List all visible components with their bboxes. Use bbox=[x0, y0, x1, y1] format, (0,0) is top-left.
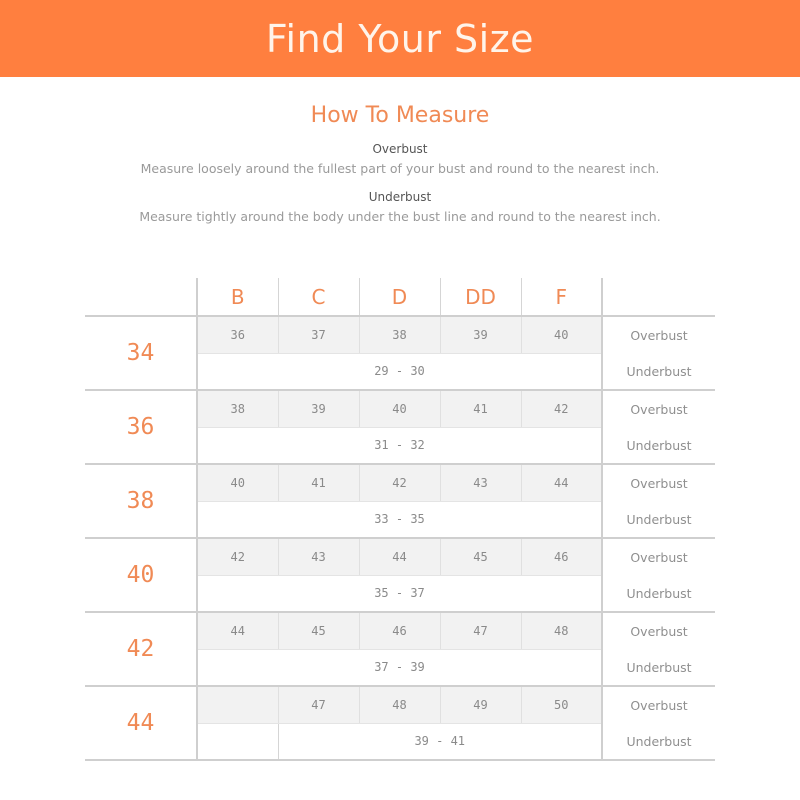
overbust-value: 44 bbox=[197, 612, 278, 649]
band-size: 36 bbox=[85, 390, 197, 464]
overbust-value: 43 bbox=[278, 538, 359, 575]
underbust-label: Underbust bbox=[602, 427, 715, 464]
overbust-value: 39 bbox=[440, 316, 521, 353]
cup-header: DD bbox=[440, 278, 521, 316]
overbust-value: 49 bbox=[440, 686, 521, 723]
overbust-label: Overbust bbox=[602, 390, 715, 427]
cup-header-row bbox=[85, 278, 715, 316]
overbust-value: 40 bbox=[359, 390, 440, 427]
overbust-label: Overbust bbox=[602, 686, 715, 723]
underbust-label: Underbust bbox=[602, 723, 715, 760]
overbust-value: 47 bbox=[440, 612, 521, 649]
how-to-measure-section bbox=[0, 103, 800, 224]
underbust-value: 39 - 41 bbox=[278, 723, 602, 760]
overbust-term: Overbust bbox=[372, 142, 428, 156]
overbust-label: Overbust bbox=[602, 612, 715, 649]
cup-header: C bbox=[278, 278, 359, 316]
overbust-value: 36 bbox=[197, 316, 278, 353]
overbust-value: 41 bbox=[440, 390, 521, 427]
overbust-value-empty bbox=[197, 686, 278, 723]
underbust-label: Underbust bbox=[602, 649, 715, 686]
overbust-value: 44 bbox=[359, 538, 440, 575]
overbust-row bbox=[85, 686, 715, 723]
overbust-value: 41 bbox=[278, 464, 359, 501]
overbust-label: Overbust bbox=[602, 538, 715, 575]
header-banner bbox=[0, 0, 800, 77]
underbust-value: 31 - 32 bbox=[197, 427, 602, 464]
overbust-value: 39 bbox=[278, 390, 359, 427]
overbust-row bbox=[85, 316, 715, 353]
underbust-value: 29 - 30 bbox=[197, 353, 602, 390]
underbust-value: 33 - 35 bbox=[197, 501, 602, 538]
cup-header: B bbox=[197, 278, 278, 316]
overbust-row bbox=[85, 538, 715, 575]
band-size: 42 bbox=[85, 612, 197, 686]
underbust-value-empty bbox=[197, 723, 278, 760]
underbust-label: Underbust bbox=[602, 353, 715, 390]
overbust-value: 43 bbox=[440, 464, 521, 501]
overbust-value: 46 bbox=[359, 612, 440, 649]
overbust-description: Measure loosely around the fullest part of your bust and round to the nearest inch. bbox=[140, 161, 660, 176]
underbust-label: Underbust bbox=[602, 575, 715, 612]
band-size: 44 bbox=[85, 686, 197, 760]
overbust-value: 50 bbox=[521, 686, 602, 723]
underbust-value: 37 - 39 bbox=[197, 649, 602, 686]
overbust-row bbox=[85, 612, 715, 649]
overbust-value: 40 bbox=[521, 316, 602, 353]
overbust-row bbox=[85, 464, 715, 501]
band-size: 38 bbox=[85, 464, 197, 538]
size-chart-table bbox=[85, 278, 715, 761]
overbust-value: 48 bbox=[359, 686, 440, 723]
overbust-value: 48 bbox=[521, 612, 602, 649]
overbust-value: 47 bbox=[278, 686, 359, 723]
corner-cell bbox=[85, 278, 197, 316]
underbust-term: Underbust bbox=[368, 190, 432, 204]
underbust-value: 35 - 37 bbox=[197, 575, 602, 612]
overbust-label: Overbust bbox=[602, 316, 715, 353]
overbust-value: 46 bbox=[521, 538, 602, 575]
cup-header: D bbox=[359, 278, 440, 316]
band-size: 34 bbox=[85, 316, 197, 390]
overbust-value: 42 bbox=[359, 464, 440, 501]
section-title: How To Measure bbox=[310, 103, 490, 128]
underbust-label: Underbust bbox=[602, 501, 715, 538]
overbust-value: 40 bbox=[197, 464, 278, 501]
overbust-value: 45 bbox=[278, 612, 359, 649]
overbust-value: 42 bbox=[521, 390, 602, 427]
overbust-label: Overbust bbox=[602, 464, 715, 501]
label-header bbox=[602, 278, 715, 316]
overbust-value: 45 bbox=[440, 538, 521, 575]
overbust-value: 44 bbox=[521, 464, 602, 501]
band-size: 40 bbox=[85, 538, 197, 612]
overbust-row bbox=[85, 390, 715, 427]
cup-header: F bbox=[521, 278, 602, 316]
overbust-value: 38 bbox=[197, 390, 278, 427]
overbust-value: 42 bbox=[197, 538, 278, 575]
page-title: Find Your Size bbox=[265, 16, 535, 61]
overbust-value: 38 bbox=[359, 316, 440, 353]
underbust-description: Measure tightly around the body under the bust line and round to the nearest inch. bbox=[139, 209, 661, 224]
overbust-value: 37 bbox=[278, 316, 359, 353]
